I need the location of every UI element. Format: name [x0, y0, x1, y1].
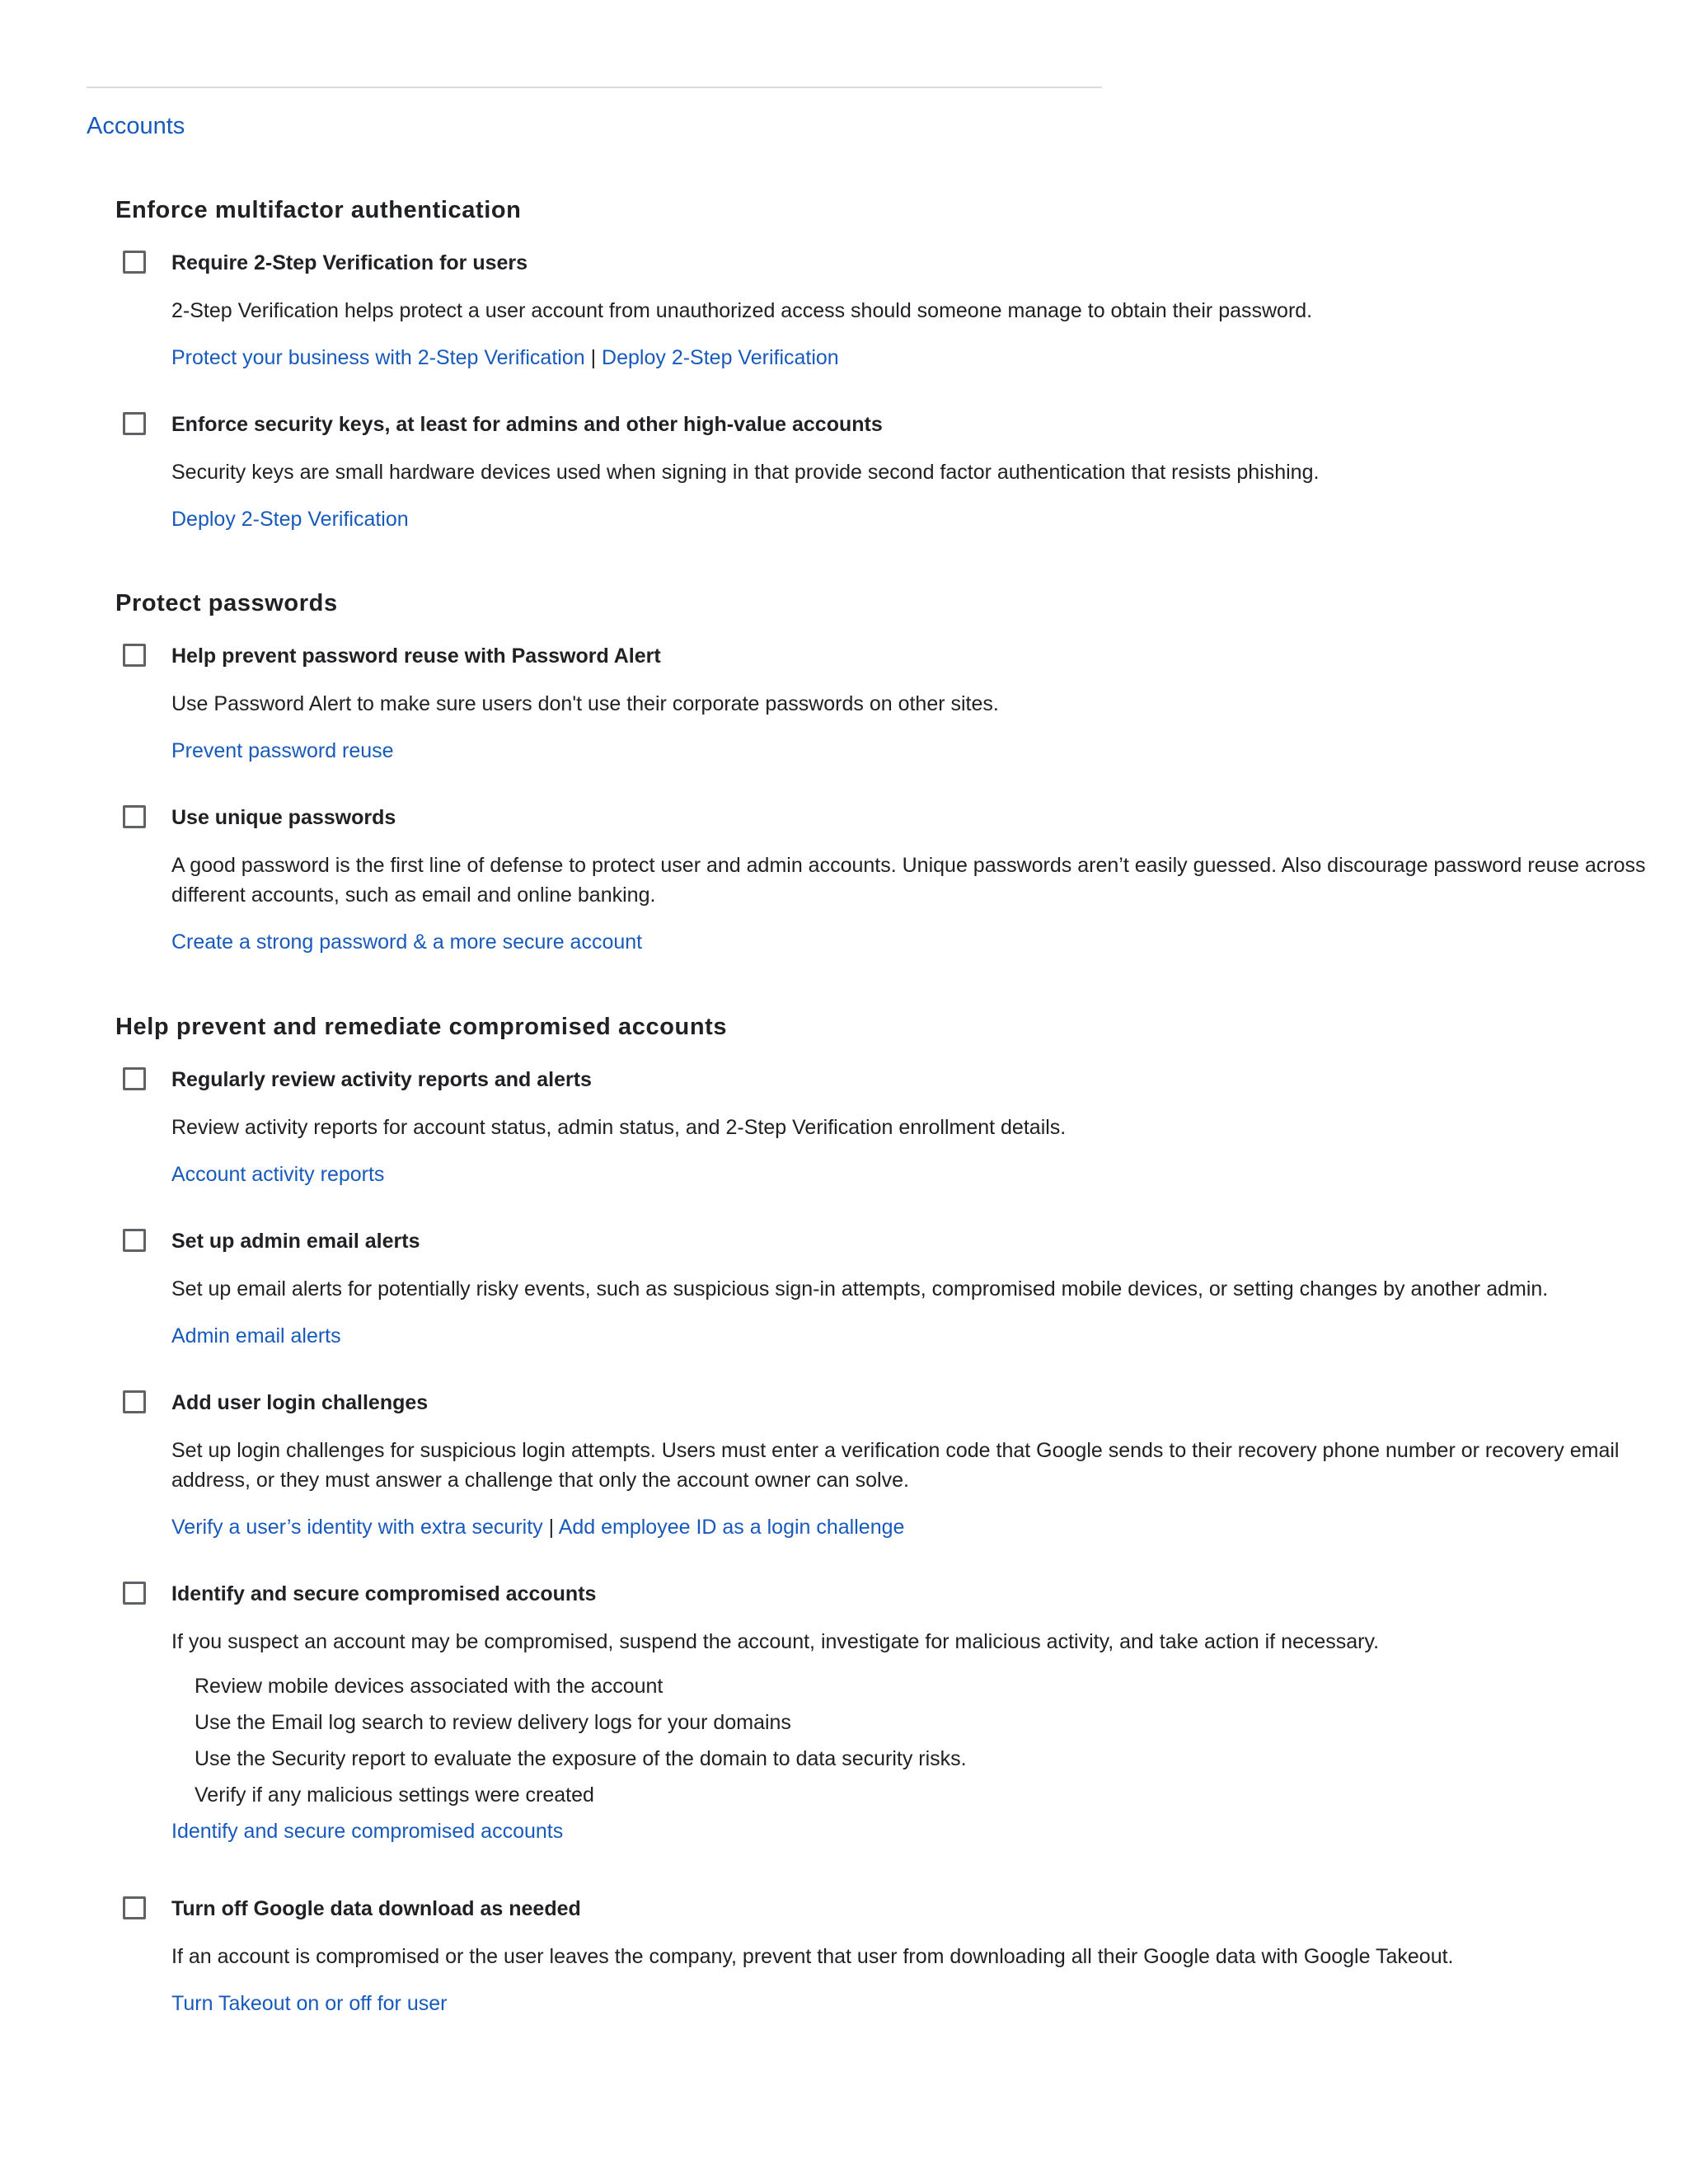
link-protect-business-2sv[interactable]: Protect your business with 2-Step Verification	[171, 346, 585, 369]
item-links	[171, 1990, 447, 2018]
checkbox[interactable]	[123, 1229, 146, 1252]
checkbox[interactable]	[123, 805, 146, 828]
item-description: 2-Step Verification helps protect a user account from unauthorized access should someone manage to obtain their password.	[171, 299, 1313, 322]
item-description: If you suspect an account may be compromised, suspend the account, investigate for malicious activity, and take action if necessary.	[171, 1630, 1380, 1653]
item-links	[171, 1160, 384, 1188]
checkbox[interactable]	[123, 1067, 146, 1090]
item-title: Identify and secure compromised accounts	[171, 1582, 597, 1605]
link-prevent-password-reuse[interactable]: Prevent password reuse	[171, 739, 394, 762]
item-title: Require 2-Step Verification for users	[171, 251, 528, 274]
item-description: Review activity reports for account status, admin status, and 2-Step Verification enrollment details.	[171, 1116, 1067, 1139]
checkbox[interactable]	[123, 1582, 146, 1605]
link-separator: |	[548, 1516, 555, 1539]
item-description: Set up email alerts for potentially risky events, such as suspicious sign-in attempts, compromised mobile devices, or setting changes by another admin.	[171, 1277, 1549, 1301]
link-identify-secure-compromised[interactable]: Identify and secure compromised accounts	[171, 1820, 564, 1843]
checkbox[interactable]	[123, 1896, 146, 1919]
top-divider	[87, 87, 1102, 88]
list-item: Use the Security report to evaluate the exposure of the domain to data security risks.	[195, 1747, 967, 1770]
item-links	[171, 737, 394, 765]
item-title: Help prevent password reuse with Password Alert	[171, 644, 661, 668]
item-links	[171, 1817, 563, 1845]
item-description: If an account is compromised or the user leaves the company, prevent that user from downloading all their Google data with Google Takeout.	[171, 1945, 1454, 1968]
checkbox[interactable]	[123, 1390, 146, 1413]
list-item: Review mobile devices associated with the account	[195, 1675, 663, 1698]
item-links	[171, 1513, 904, 1541]
checkbox[interactable]	[123, 251, 146, 274]
action-list	[195, 1668, 967, 1813]
list-item: Verify if any malicious settings were created	[195, 1783, 594, 1807]
link-employee-id-challenge[interactable]: Add employee ID as a login challenge	[558, 1516, 905, 1539]
checkbox[interactable]	[123, 644, 146, 667]
item-title: Add user login challenges	[171, 1391, 429, 1414]
item-description: Set up login challenges for suspicious login attempts. Users must enter a verification code that Google sends to their recovery phone number or recovery email address, or they must answer a challenge that only the account owner can solve.	[171, 1439, 1620, 1492]
item-description: Security keys are small hardware devices used when signing in that provide second factor authentication that resists phishing.	[171, 461, 1320, 484]
item-links	[171, 928, 642, 956]
link-admin-email-alerts[interactable]: Admin email alerts	[171, 1324, 341, 1347]
link-separator: |	[590, 346, 597, 369]
section-title-compromised: Help prevent and remediate compromised accounts	[115, 1014, 728, 1040]
item-description: A good password is the first line of defense to protect user and admin accounts. Unique passwords aren’t easily guessed. Also discourage password reuse across different accounts, such as email and online banking.	[171, 854, 1646, 907]
link-deploy-2sv[interactable]: Deploy 2-Step Verification	[602, 346, 839, 369]
link-turn-takeout[interactable]: Turn Takeout on or off for user	[171, 1992, 448, 2015]
item-title: Turn off Google data download as needed	[171, 1897, 581, 1920]
breadcrumb-accounts-link[interactable]: Accounts	[87, 113, 185, 139]
item-description: Use Password Alert to make sure users don't use their corporate passwords on other sites.	[171, 692, 999, 715]
item-links	[171, 344, 839, 372]
link-create-strong-password[interactable]: Create a strong password & a more secure account	[171, 930, 643, 954]
link-account-activity-reports[interactable]: Account activity reports	[171, 1163, 385, 1186]
item-title: Use unique passwords	[171, 806, 396, 829]
checkbox[interactable]	[123, 412, 146, 435]
link-verify-identity[interactable]: Verify a user’s identity with extra security	[171, 1516, 543, 1539]
section-title-passwords: Protect passwords	[115, 590, 338, 616]
item-title: Regularly review activity reports and alerts	[171, 1068, 592, 1091]
item-links	[171, 1322, 341, 1350]
link-deploy-2sv[interactable]: Deploy 2-Step Verification	[171, 508, 409, 531]
section-title-mfa: Enforce multifactor authentication	[115, 197, 522, 223]
list-item: Use the Email log search to review delivery logs for your domains	[195, 1711, 791, 1734]
item-links	[171, 505, 409, 533]
item-title: Enforce security keys, at least for admins and other high-value accounts	[171, 413, 883, 436]
item-title: Set up admin email alerts	[171, 1230, 420, 1253]
